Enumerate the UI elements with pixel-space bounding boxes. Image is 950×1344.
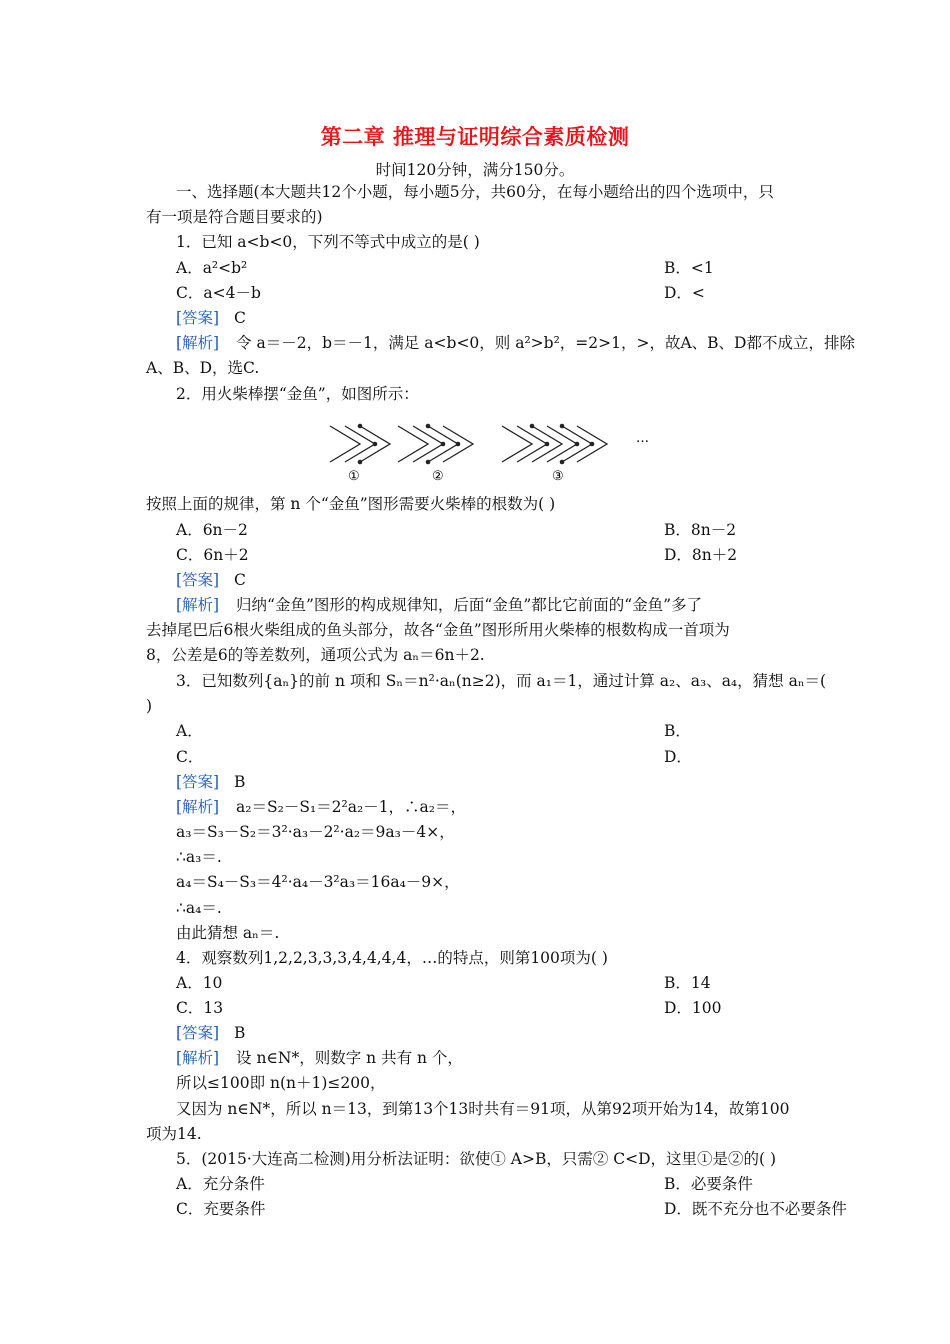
- goldfish-figure: [322, 412, 662, 487]
- q5-option-c: C．充要条件: [176, 1200, 266, 1218]
- page-subtitle: 时间120分钟，满分150分。: [375, 161, 575, 179]
- page-title: 第二章 推理与证明综合素质检测: [320, 124, 630, 149]
- q3-analysis: [176, 795, 841, 820]
- answer-tag: [答案]: [176, 1024, 220, 1042]
- q3-stem-cont: ): [146, 697, 153, 715]
- q2-stem: 2．用火柴棒摆“金鱼”，如图所示：: [176, 385, 419, 403]
- q2-option-b: B．8n－2: [664, 521, 737, 539]
- q5-option-b: B．必要条件: [664, 1175, 753, 1193]
- q1-analysis-cont: A、B、D，选C.: [146, 359, 260, 377]
- answer-value: B: [234, 773, 246, 791]
- q1-options-row2: [176, 281, 841, 306]
- q1-option-a: A．a²<b²: [176, 259, 248, 277]
- q1-options-row1: [176, 256, 841, 281]
- fish-2: [398, 426, 473, 462]
- q5-options-row1: [176, 1172, 841, 1197]
- answer-tag: [答案]: [176, 773, 220, 791]
- q3-analysis-l5: ∴a₄＝.: [176, 899, 222, 917]
- analysis-tag: [解析]: [176, 334, 220, 352]
- q4-analysis-l4: 项为14.: [146, 1125, 202, 1143]
- q5-options-row2: [176, 1197, 847, 1222]
- q3-option-d: D．: [664, 748, 692, 766]
- answer-value: B: [234, 1024, 246, 1042]
- q1-answer: [176, 306, 841, 331]
- fig-label-1: ①: [348, 469, 360, 484]
- fig-ellipsis: …: [636, 431, 649, 446]
- q4-analysis-l2: 所以≤100即 n(n＋1)≤200，: [176, 1074, 386, 1092]
- analysis-tag: [解析]: [176, 596, 220, 614]
- q1-option-c: C．a<4－b: [176, 284, 261, 302]
- q3-option-c: C．: [176, 748, 204, 766]
- analysis-text: 归纳“金鱼”图形的构成规律知，后面“金鱼”都比它前面的“金鱼”多了: [236, 596, 703, 614]
- analysis-text: a₂＝S₂－S₁＝2²a₂－1，∴a₂＝，: [236, 798, 467, 816]
- q1-option-d: D．<: [664, 284, 705, 302]
- q2-analysis: [176, 593, 841, 618]
- q4-answer: [176, 1021, 841, 1046]
- q4-options-row1: [176, 971, 841, 996]
- q5-option-a: A．充分条件: [176, 1175, 265, 1193]
- q2-options-row2: [176, 543, 841, 568]
- analysis-text: 令 a＝－2，b＝－1，满足 a<b<0，则 a²>b²，=2>1，>，故A、B、D都不成立，排除: [236, 334, 855, 352]
- q4-option-a: A．10: [176, 974, 223, 992]
- q2-option-c: C．6n＋2: [176, 546, 249, 564]
- analysis-text: 设 n∈N*，则数字 n 共有 n 个，: [236, 1049, 463, 1067]
- q4-option-c: C．13: [176, 999, 224, 1017]
- q5-stem: 5．(2015·大连高二检测)用分析法证明：欲使① A>B，只需② C<D，这里①是②的( ): [176, 1150, 777, 1168]
- q3-answer: [176, 770, 841, 795]
- fish-dots: [358, 424, 595, 465]
- q2-options-row1: [176, 518, 841, 543]
- fish-1: [330, 426, 390, 462]
- q3-analysis-l2: a₃＝S₃－S₂＝3²·a₃－2²·a₂＝9a₃－4×，: [176, 823, 455, 841]
- analysis-tag: [解析]: [176, 798, 220, 816]
- answer-value: C: [234, 571, 246, 589]
- answer-value: C: [234, 309, 246, 327]
- q2-analysis-cont2: 8，公差是6的等差数列，通项公式为 aₙ＝6n＋2.: [146, 646, 485, 664]
- q5-option-d: D．既不充分也不必要条件: [664, 1200, 847, 1218]
- q3-analysis-l3: ∴a₃＝.: [176, 848, 222, 866]
- q2-answer: [176, 568, 841, 593]
- q4-option-d: D．100: [664, 999, 722, 1017]
- analysis-tag: [解析]: [176, 1049, 220, 1067]
- q3-options-row1: [176, 719, 841, 744]
- fig-label-3: ③: [552, 469, 564, 484]
- fig-label-2: ②: [432, 469, 444, 484]
- q1-analysis: [176, 331, 855, 356]
- q2-analysis-cont1: 去掉尾巴后6根火柴组成的鱼头部分，故各“金鱼”图形所用火柴棒的根数构成一首项为: [146, 621, 730, 639]
- q4-options-row2: [176, 996, 841, 1021]
- q3-option-a: A．: [176, 722, 203, 740]
- q1-option-b: B．<1: [664, 259, 714, 277]
- q4-stem: 4．观察数列1,2,2,3,3,3,4,4,4,4，…的特点，则第100项为( ): [176, 949, 608, 967]
- q3-options-row2: [176, 745, 841, 770]
- q3-analysis-l4: a₄＝S₄－S₃＝4²·a₄－3²a₃＝16a₄－9×，: [176, 873, 460, 891]
- answer-tag: [答案]: [176, 309, 220, 327]
- q4-option-b: B．14: [664, 974, 711, 992]
- answer-tag: [答案]: [176, 571, 220, 589]
- q3-analysis-l6: 由此猜想 aₙ＝.: [176, 924, 280, 942]
- q1-stem: 1．已知 a<b<0，下列不等式中成立的是( ): [176, 233, 480, 251]
- q2-option-d: D．8n＋2: [664, 546, 738, 564]
- q4-analysis-l3: 又因为 n∈N*，所以 n＝13，到第13个13时共有＝91项，从第92项开始为14，故第100: [176, 1100, 790, 1118]
- q4-analysis: [176, 1046, 841, 1071]
- section-heading: 一、选择题(本大题共12个小题，每小题5分，共60分，在每小题给出的四个选项中，只: [176, 183, 774, 201]
- q3-stem: 3．已知数列{aₙ}的前 n 项和 Sₙ＝n²·aₙ(n≥2)，而 a₁＝1，通过计算 a₂、a₃、a₄，猜想 aₙ＝(: [176, 672, 827, 690]
- section-heading-cont: 有一项是符合题目要求的): [146, 208, 323, 226]
- q2-stem2: 按照上面的规律，第 n 个“金鱼”图形需要火柴棒的根数为( ): [146, 495, 556, 513]
- q3-option-b: B．: [664, 722, 691, 740]
- q2-option-a: A．6n－2: [176, 521, 248, 539]
